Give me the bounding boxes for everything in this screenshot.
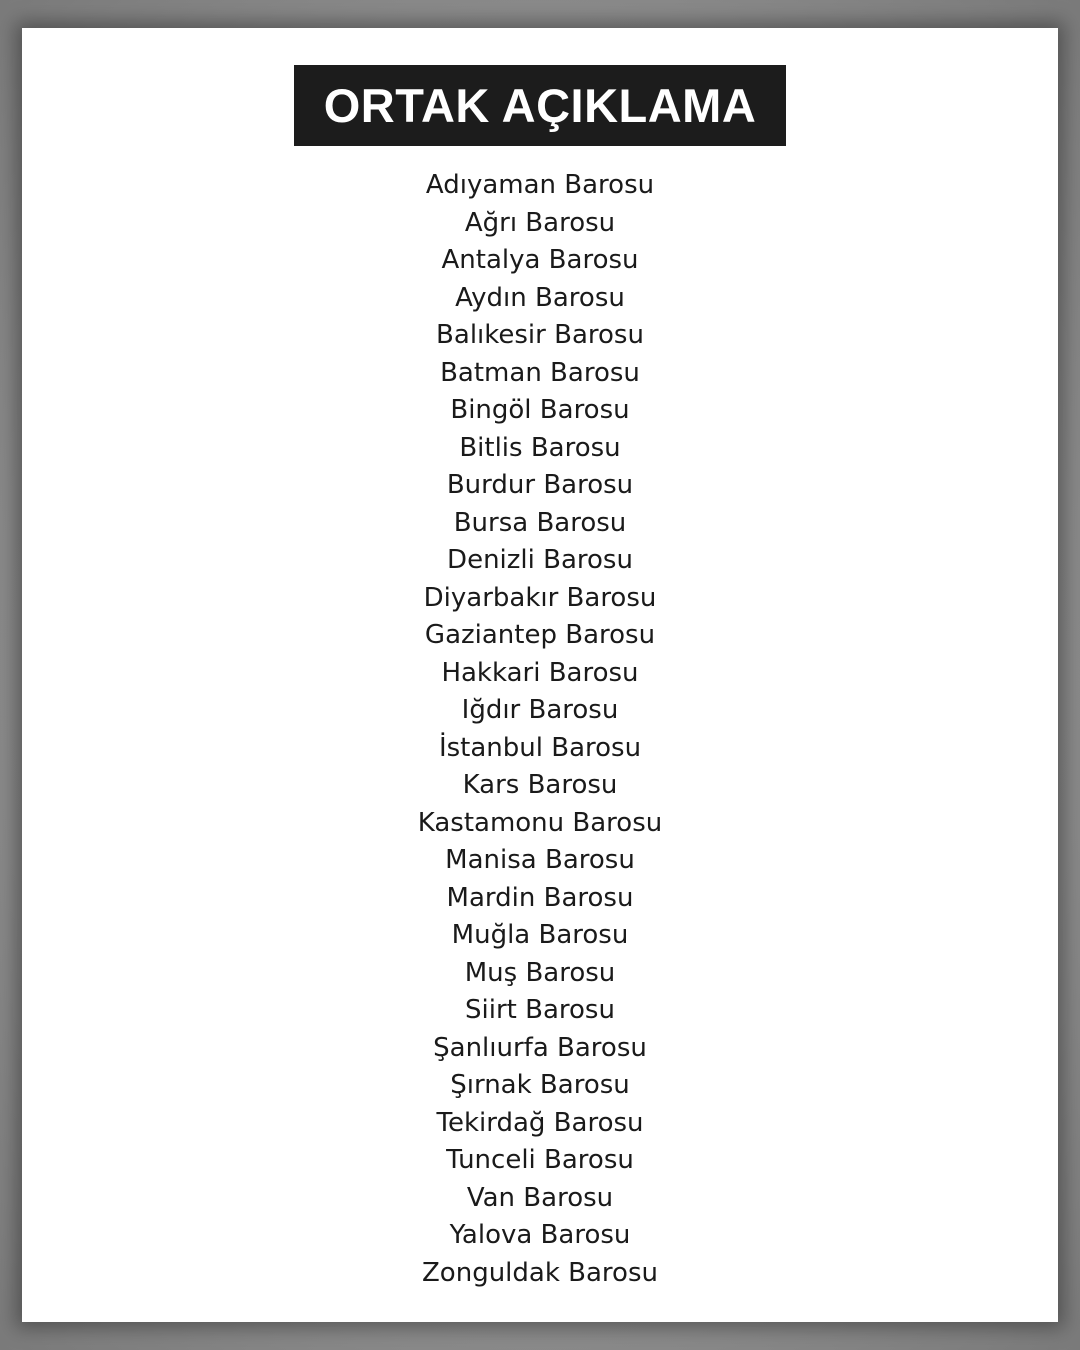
signatory-item: Siirt Barosu bbox=[465, 995, 615, 1025]
signatory-item: Şırnak Barosu bbox=[450, 1070, 630, 1100]
signatory-item: Manisa Barosu bbox=[445, 845, 635, 875]
signatory-item: Tekirdağ Barosu bbox=[436, 1107, 644, 1138]
signatory-item: Aydın Barosu bbox=[455, 282, 625, 313]
signatory-item: Muş Barosu bbox=[464, 957, 616, 988]
signatory-item: Zonguldak Barosu bbox=[422, 1257, 658, 1288]
signatory-item: Kars Barosu bbox=[462, 770, 618, 800]
signatory-item: Balıkesir Barosu bbox=[436, 320, 644, 350]
signatory-list bbox=[22, 167, 1058, 1292]
title-banner bbox=[294, 65, 786, 146]
signatory-item: İstanbul Barosu bbox=[438, 732, 642, 763]
signatory-item: Bursa Barosu bbox=[453, 507, 627, 538]
signatory-item: Ağrı Barosu bbox=[464, 207, 616, 238]
signatory-item: Iğdır Barosu bbox=[461, 695, 619, 725]
signatory-item: Mardin Barosu bbox=[446, 882, 634, 913]
signatory-item: Adıyaman Barosu bbox=[425, 170, 655, 200]
document-sheet bbox=[22, 28, 1058, 1322]
signatory-item: Muğla Barosu bbox=[451, 920, 629, 950]
signatory-item: Denizli Barosu bbox=[447, 545, 633, 575]
signatory-item: Van Barosu bbox=[466, 1182, 614, 1213]
document-title: ORTAK AÇIKLAMA bbox=[323, 79, 757, 132]
signatory-item: Bingöl Barosu bbox=[450, 395, 630, 425]
signatory-item: Yalova Barosu bbox=[449, 1220, 631, 1250]
signatory-item: Burdur Barosu bbox=[446, 470, 634, 500]
signatory-item: Diyarbakır Barosu bbox=[423, 582, 657, 613]
signatory-item: Gaziantep Barosu bbox=[424, 620, 656, 650]
signatory-item: Tunceli Barosu bbox=[446, 1145, 634, 1175]
signatory-item: Şanlıurfa Barosu bbox=[433, 1032, 647, 1063]
signatory-item: Hakkari Barosu bbox=[441, 657, 639, 688]
signatory-item: Antalya Barosu bbox=[441, 245, 639, 275]
signatory-item: Kastamonu Barosu bbox=[417, 807, 663, 838]
signatory-item: Bitlis Barosu bbox=[459, 432, 621, 463]
signatory-item: Batman Barosu bbox=[440, 357, 640, 388]
